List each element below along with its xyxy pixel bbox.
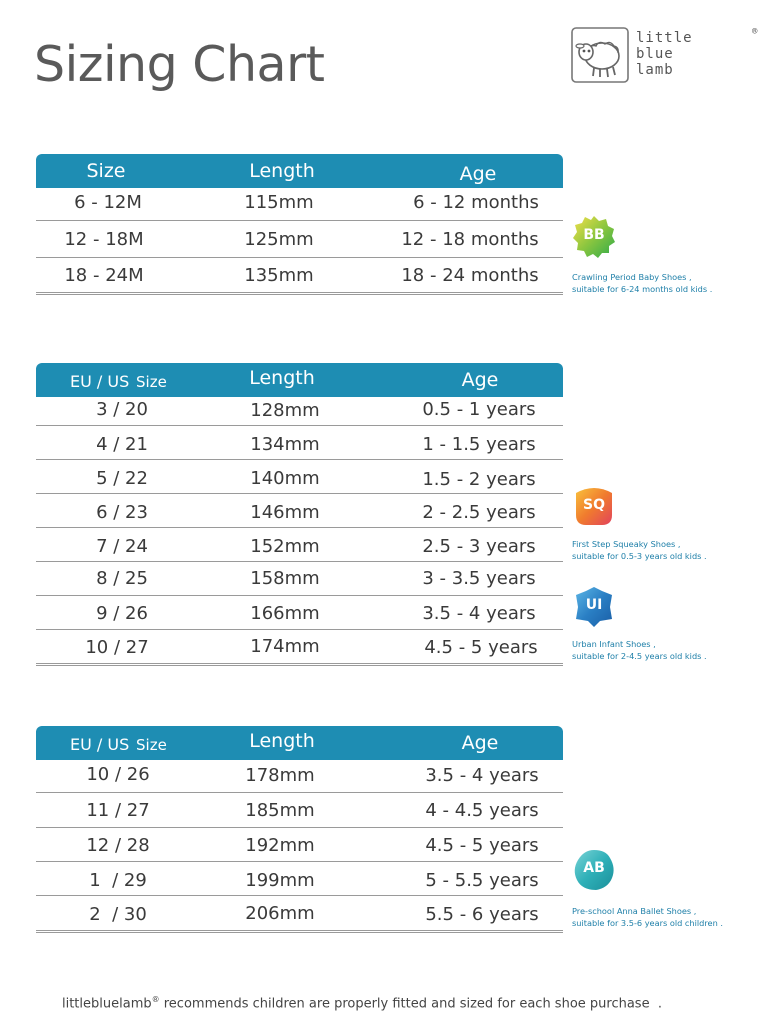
table-row [36,494,563,528]
header-age: Age [459,163,497,185]
note-line: First Step Squeaky Shoes , [572,539,681,549]
cell-age: 18 - 24 months [401,265,539,286]
footer-registered-mark: ® [151,995,160,1004]
size-table-baby [36,154,563,295]
cell-length: 115mm [244,192,314,213]
size-table-toddler [36,363,563,666]
table-row [36,630,563,666]
footer-note [0,995,724,1011]
cell-age: 4 - 4.5 years [425,800,539,821]
cell-length: 206mm [245,903,315,924]
cell-size: 5 / 22 [96,468,148,489]
sq-badge [572,485,616,529]
cell-age: 5.5 - 6 years [425,904,539,925]
table-row [36,426,563,460]
cell-age: 3.5 - 4 years [422,603,536,624]
footer-brand: littlebluelamb [61,996,152,1012]
cell-length: 135mm [244,265,314,286]
cell-age: 1 - 1.5 years [422,434,536,455]
registered-mark: ® [752,27,758,37]
cell-size: 10 / 27 [85,637,149,658]
bb-badge [572,215,616,259]
footer-text: recommends children are properly fitted and sized for each shoe purchase [163,996,650,1012]
header-size: Size [86,160,126,182]
cell-age: 2 - 2.5 years [422,502,536,523]
table-row [36,760,563,793]
cell-age: 1.5 - 2 years [422,469,536,490]
cell-length: 152mm [250,536,320,557]
footer-end: . [657,996,662,1012]
cell-size: 12 / 28 [86,835,150,856]
cell-size: 8 / 25 [96,568,148,589]
cell-length: 146mm [250,502,320,523]
cell-length: 158mm [250,568,320,589]
table-row [36,397,563,426]
badge-label: AB [583,860,605,876]
note-line: Pre-school Anna Ballet Shoes , [572,906,697,916]
cell-size: 18 - 24M [64,265,144,286]
header-size: Size [136,373,167,391]
cell-age: 6 - 12 months [413,192,539,213]
bb-note [572,271,712,295]
badge-label: UI [585,597,603,613]
note-line: suitable for 3.5-6 years old children . [572,918,723,928]
lamb-icon [570,26,632,86]
cell-length: 174mm [250,636,320,657]
logo-line: little [636,30,693,46]
table-row [36,460,563,494]
cell-age: 3.5 - 4 years [425,765,539,786]
table-header [36,363,563,397]
table-row [36,188,563,221]
cell-age: 3 - 3.5 years [422,568,536,589]
cell-length: 140mm [250,468,320,489]
cell-age: 5 - 5.5 years [425,870,539,891]
badge-label: BB [583,227,605,243]
ab-note [572,905,723,929]
table-row [36,562,563,596]
cell-age: 4.5 - 5 years [424,637,538,658]
cell-size: 10 / 26 [86,764,150,785]
cell-size: 3 / 20 [96,399,148,420]
cell-size: 12 - 18M [64,229,144,250]
cell-size: 6 - 12M [74,192,142,213]
header-length: Length [249,730,315,752]
cell-age: 4.5 - 5 years [425,835,539,856]
note-line: Urban Infant Shoes , [572,639,656,649]
size-table-preschool [36,726,563,933]
cell-length: 199mm [245,870,315,891]
page-title: Sizing Chart [34,36,325,93]
header-age: Age [461,732,499,754]
cell-age: 12 - 18 months [401,229,539,250]
table-row [36,596,563,630]
cell-size: 1 / 29 [89,870,147,891]
header-eu-us: EU / US [70,372,130,391]
brand-logo [570,26,758,90]
table-header [36,154,563,188]
table-row [36,828,563,862]
cell-length: 192mm [245,835,315,856]
badge-label: SQ [583,497,605,513]
note-line: suitable for 2-4.5 years old kids . [572,651,707,661]
ui-badge [572,585,616,629]
ui-note [572,638,707,662]
header-eu-us: EU / US [70,735,130,754]
table-header [36,726,563,760]
cell-length: 185mm [245,800,315,821]
table-row [36,896,563,933]
cell-length: 125mm [244,229,314,250]
ab-badge [572,848,616,892]
cell-length: 134mm [250,434,320,455]
cell-age: 0.5 - 1 years [422,399,536,420]
header-size: Size [136,736,167,754]
cell-size: 4 / 21 [96,434,148,455]
cell-size: 7 / 24 [96,536,148,557]
cell-length: 166mm [250,603,320,624]
sq-note [572,538,707,562]
cell-size: 2 / 30 [89,904,147,925]
logo-line: lamb [636,62,674,78]
table-row [36,221,563,258]
header-age: Age [461,369,499,391]
note-line: suitable for 6-24 months old kids . [572,284,713,294]
cell-length: 178mm [245,765,315,786]
table-row [36,258,563,295]
note-line: Crawling Period Baby Shoes , [572,272,692,282]
table-row [36,862,563,896]
header-length: Length [249,367,315,389]
header-length: Length [249,160,315,182]
cell-age: 2.5 - 3 years [422,536,536,557]
note-line: suitable for 0.5-3 years old kids . [572,551,707,561]
cell-length: 128mm [250,400,320,421]
logo-line: blue [636,46,674,62]
cell-size: 6 / 23 [96,502,148,523]
cell-size: 11 / 27 [86,800,150,821]
table-row [36,528,563,562]
cell-size: 9 / 26 [96,603,148,624]
table-row [36,793,563,828]
